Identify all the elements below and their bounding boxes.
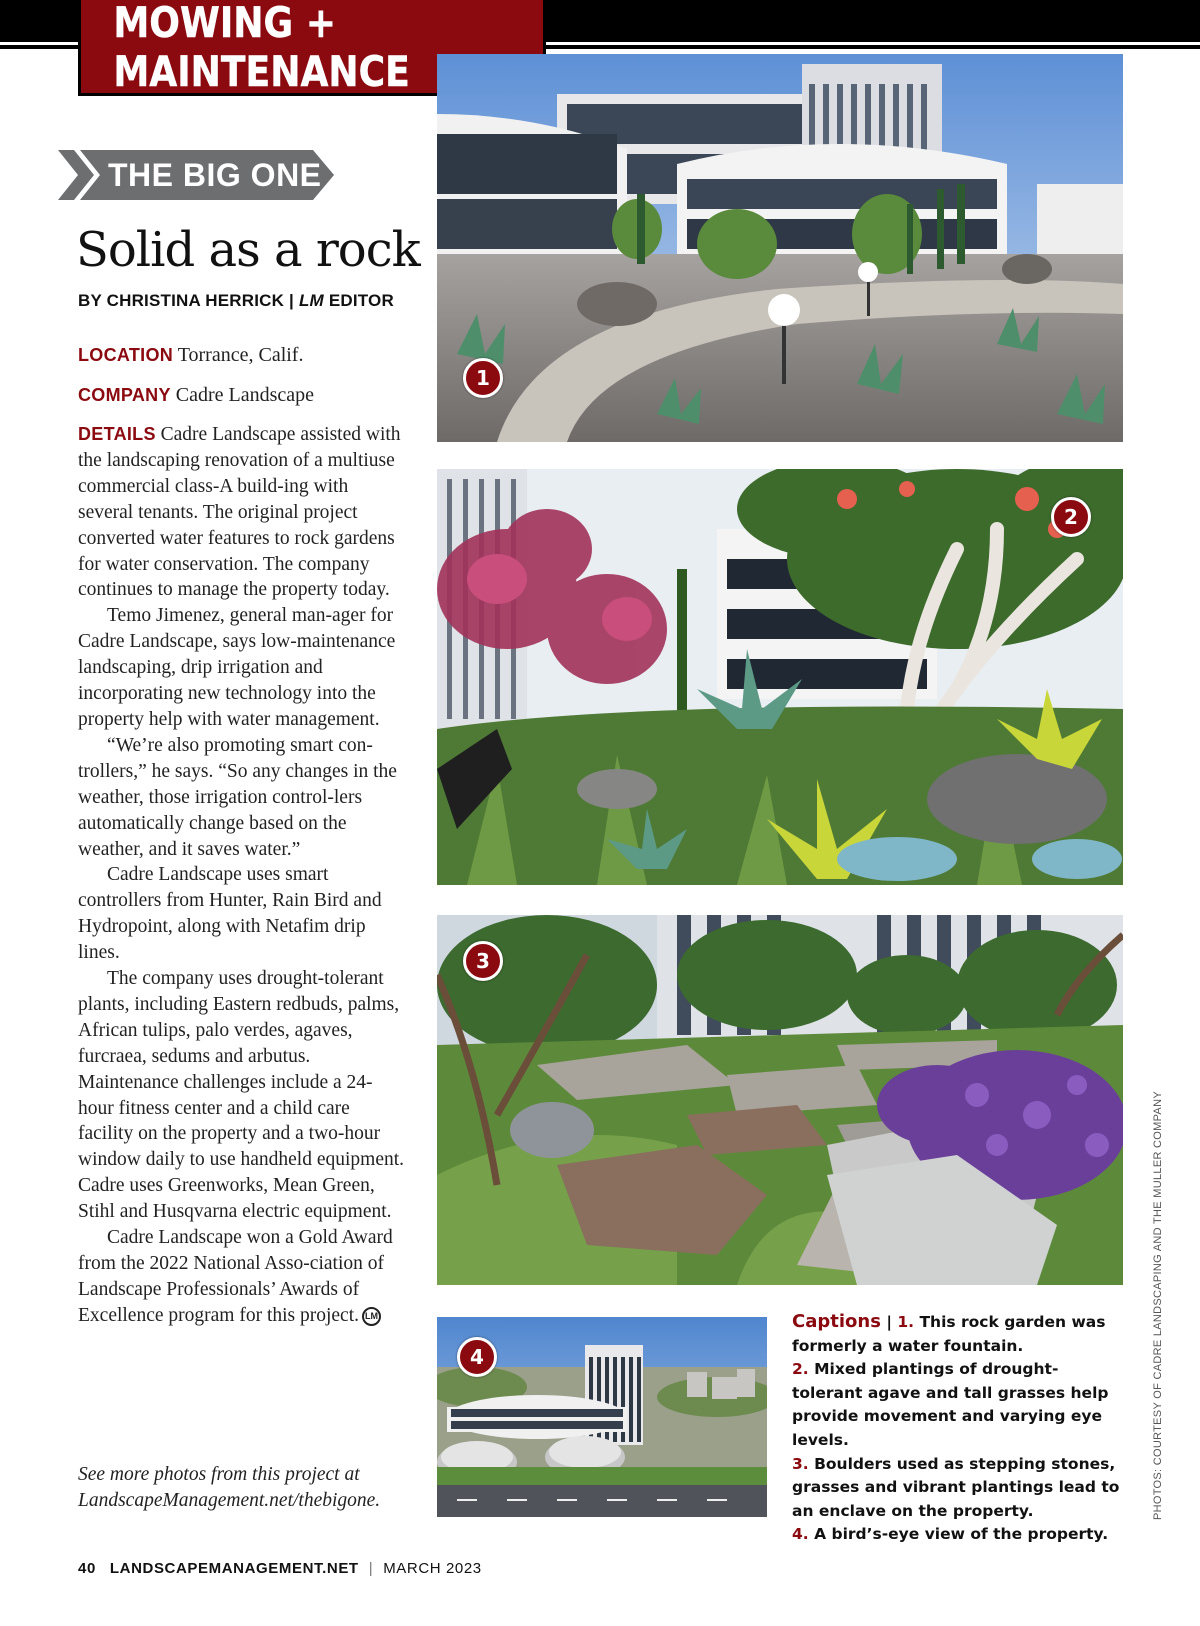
section-title: MOWING + MAINTENANCE <box>113 0 410 96</box>
details-label: DETAILS <box>78 424 156 444</box>
company-line <box>78 384 314 407</box>
body-paragraph: Cadre Landscape won a Gold Award from the 2022 National Asso-ciation of Landscape Professionals’ Awards of Excellence program for this project. LM <box>78 1227 393 1326</box>
headline: Solid as a rock <box>76 222 420 278</box>
photo-badge: 2 <box>1051 497 1091 537</box>
caption-number: 3. <box>792 1454 809 1473</box>
caption-number: 1. <box>897 1313 915 1331</box>
byline-role: EDITOR <box>323 291 394 310</box>
location-label: LOCATION <box>78 345 174 365</box>
footer-issue: MARCH 2023 <box>383 1560 482 1577</box>
photo-credit: PHOTOS: COURTESY OF CADRE LANDSCAPING AND THE MULLER COMPANY <box>1152 1091 1164 1520</box>
location-value: Torrance, Calif. <box>177 344 304 366</box>
photo-1-rock-garden <box>437 54 1123 442</box>
body-paragraph: Cadre Landscape uses smart controllers from Hunter, Rain Bird and Hydropoint, along with Netafim drip lines. <box>78 864 382 964</box>
captions-title: Captions <box>792 1311 881 1332</box>
company-label: COMPANY <box>78 385 171 405</box>
photo-badge: 1 <box>463 358 503 398</box>
captions <box>792 1310 1122 1547</box>
kicker-banner <box>58 150 358 200</box>
caption-number: 2. <box>792 1360 809 1379</box>
footer-site: LANDSCAPEMANAGEMENT.NET <box>109 1560 359 1577</box>
body-paragraph: “We’re also promoting smart con-trollers,” he says. “So any changes in the weather, those irrigation control-lers automatically change based on the weather, and it saves water.” <box>78 734 397 860</box>
caption-number: 4. <box>792 1525 809 1544</box>
caption-text: A bird’s-eye view of the property. <box>808 1525 1109 1544</box>
caption-text: Boulders used as stepping stones, grasses and vibrant plantings lead to an enclave on the property. <box>792 1454 1120 1520</box>
byline-publication: LM <box>298 291 324 310</box>
body-paragraph: The company uses drought-tolerant plants, including Eastern redbuds, palms, African tulips, palo verdes, agaves, furcraea, sedums and arbutus. Maintenance challenges include a 24-hour fitness center and a child care facility on the property and a two-hour window daily to use handheld equipment. Cadre uses Greenworks, Mean Green, Stihl and Husqvarna electric equipment. <box>78 968 405 1223</box>
body-paragraph: Temo Jimenez, general man-ager for Cadre Landscape, says low-maintenance landscaping, drip irrigation and incorporating new technology into the property help with water management. <box>78 605 396 730</box>
photo-3-boulders <box>437 915 1123 1285</box>
kicker-text: THE BIG ONE <box>108 157 322 193</box>
company-value: Cadre Landscape <box>175 384 315 406</box>
byline-author: BY CHRISTINA HERRICK | <box>78 291 299 310</box>
page-number: 40 <box>78 1560 96 1577</box>
footer-divider: | <box>368 1560 374 1577</box>
more-photos-note: See more photos from this project at LandscapeManagement.net/thebigone. <box>78 1464 381 1511</box>
page-footer <box>78 1560 482 1577</box>
photo-badge: 4 <box>457 1337 497 1377</box>
byline <box>78 291 394 311</box>
captions-divider: | <box>880 1313 898 1331</box>
body-paragraph: DETAILS Cadre Landscape assisted with the landscaping renovation of a multiuse commercial class-A build-ing with several tenants. The original project converted water features to rock gardens for water conservation. The company continues to manage the property today. <box>78 424 401 601</box>
article-body <box>78 422 408 1329</box>
location-line <box>78 344 303 367</box>
end-mark-icon: LM <box>362 1307 381 1326</box>
photo-4-aerial <box>437 1317 767 1517</box>
caption-text: Mixed plantings of drought-tolerant agave and tall grasses help provide movement and varying eye levels. <box>792 1360 1109 1449</box>
photo-badge: 3 <box>463 941 503 981</box>
caption-text: This rock garden was formerly a water fountain. <box>792 1313 1106 1355</box>
photo-2-mixed-plantings <box>437 469 1123 885</box>
